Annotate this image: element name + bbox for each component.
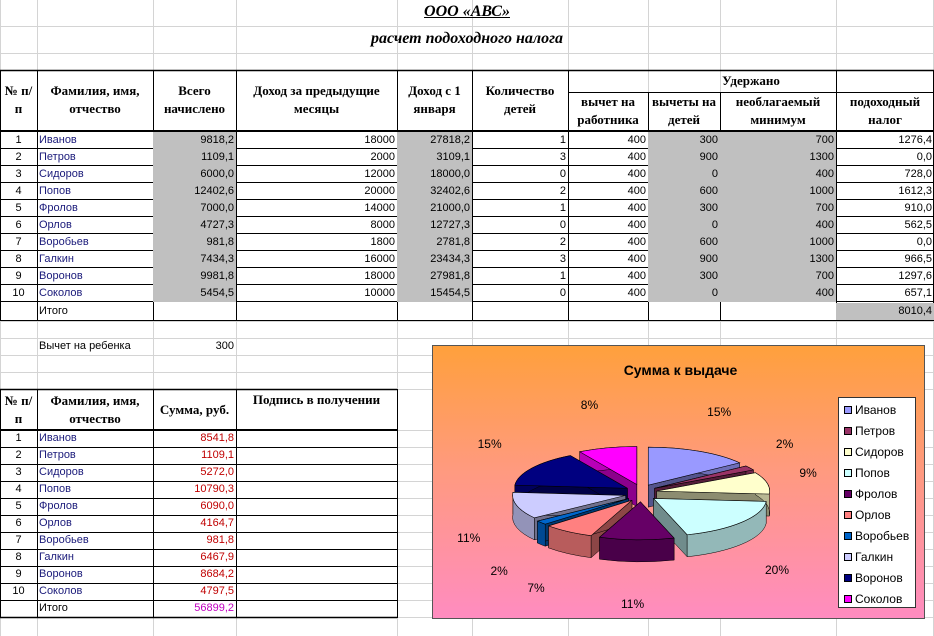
t1-cell-ytd[interactable]: 2781,8 xyxy=(397,234,472,251)
t1-cell-total[interactable]: 12402,6 xyxy=(153,183,236,200)
t2-cell-name[interactable]: Соколов xyxy=(39,585,83,597)
t1-header-kids: Количество детей xyxy=(485,83,555,116)
legend-item[interactable] xyxy=(844,484,897,504)
t1-cell-kidded[interactable]: 0 xyxy=(648,217,720,234)
t1-cell-ytd[interactable]: 3109,1 xyxy=(397,149,472,166)
pie-percent-label: 11% xyxy=(457,531,481,546)
t2-cell-sign[interactable] xyxy=(236,515,397,532)
chart-title: Сумма к выдаче xyxy=(623,362,738,378)
t1-cell-kids[interactable]: 2 xyxy=(559,236,566,248)
legend-item[interactable] xyxy=(844,547,893,567)
legend-label: Соколов xyxy=(855,592,903,606)
t1-cell-kids[interactable]: 0 xyxy=(559,219,566,231)
t2-cell-n[interactable]: 10 xyxy=(12,585,25,597)
t1-cell-prev[interactable]: 12000 xyxy=(364,168,395,180)
legend-swatch xyxy=(844,553,852,561)
t1-cell-ytd[interactable]: 23434,3 xyxy=(397,251,472,268)
t1-cell-total[interactable]: 9981,8 xyxy=(153,268,236,285)
t1-cell-ytd[interactable]: 18000,0 xyxy=(397,166,472,183)
legend-label: Воробьев xyxy=(855,529,910,543)
t1-cell-kids[interactable]: 2 xyxy=(559,185,566,197)
pie-percent-label: 11% xyxy=(620,596,645,611)
legend-label: Сидоров xyxy=(855,445,904,459)
t2-cell-sum[interactable]: 6090,0 xyxy=(200,500,234,512)
t1-cell-worker[interactable]: 400 xyxy=(627,134,646,146)
legend-swatch xyxy=(844,406,852,414)
t1-header-total: Всего начислено xyxy=(163,83,226,116)
sheet-subtitle: расчет подоходного налога xyxy=(370,30,564,47)
t2-cell-name[interactable]: Орлов xyxy=(39,517,72,529)
t2-cell-sign[interactable] xyxy=(236,447,397,464)
t1-header-nontax: необлагаемый минимум xyxy=(735,94,821,127)
t1-cell-n[interactable]: 8 xyxy=(15,253,22,265)
t1-cell-nontax[interactable]: 1000 xyxy=(720,183,836,200)
t1-cell-total[interactable]: 9818,2 xyxy=(153,132,236,149)
t1-cell-kids[interactable]: 1 xyxy=(559,134,566,146)
legend-item[interactable] xyxy=(844,526,909,546)
t1-cell-nontax[interactable]: 700 xyxy=(720,268,836,285)
t1-cell-name[interactable]: Фролов xyxy=(39,202,78,214)
t2-header-num: № п/п xyxy=(4,392,33,426)
legend-item[interactable] xyxy=(844,589,902,609)
t1-cell-kidded[interactable]: 0 xyxy=(648,285,720,302)
t1-cell-n[interactable]: 1 xyxy=(15,134,22,146)
legend-item[interactable] xyxy=(844,400,896,420)
t1-cell-kidded[interactable]: 600 xyxy=(648,234,720,251)
t2-cell-name[interactable]: Фролов xyxy=(39,500,78,512)
t2-cell-sum[interactable]: 6467,9 xyxy=(200,551,234,563)
t1-cell-tax[interactable]: 1276,4 xyxy=(898,134,932,146)
t1-cell-prev[interactable]: 16000 xyxy=(364,253,395,265)
pie-percent-label: 7% xyxy=(527,581,545,596)
t1-cell-name[interactable]: Сидоров xyxy=(39,168,84,180)
pie-percent-label: 15% xyxy=(477,437,502,452)
t1-cell-prev[interactable]: 10000 xyxy=(364,287,395,299)
pie-percent-label: 2% xyxy=(775,436,794,451)
t2-cell-sign[interactable] xyxy=(236,583,397,600)
t2-cell-sum[interactable]: 4164,7 xyxy=(200,517,234,529)
t1-header-withheld: Удержано xyxy=(722,73,780,88)
child-deduction-value[interactable]: 300 xyxy=(215,340,234,352)
legend-swatch xyxy=(844,469,852,477)
t1-cell-name[interactable]: Иванов xyxy=(39,134,77,146)
t1-cell-kidded[interactable]: 900 xyxy=(648,149,720,166)
t2-cell-sum[interactable]: 5272,0 xyxy=(200,466,234,478)
t1-cell-kidded[interactable]: 900 xyxy=(648,251,720,268)
t1-cell-nontax[interactable]: 1300 xyxy=(720,251,836,268)
company-title: ООО «АВС» xyxy=(424,3,510,20)
t2-cell-sum[interactable]: 4797,5 xyxy=(200,585,234,597)
pie-percent-label: 8% xyxy=(580,398,599,413)
t1-header-name: Фамилия, имя, отчество xyxy=(50,83,140,116)
t1-cell-tax[interactable]: 657,1 xyxy=(904,287,932,299)
t1-cell-tax[interactable]: 966,5 xyxy=(904,253,932,265)
t1-cell-prev[interactable]: 20000 xyxy=(364,185,395,197)
t2-total-label[interactable]: Итого xyxy=(39,602,68,614)
t1-cell-kids[interactable]: 1 xyxy=(559,270,566,282)
t1-cell-total[interactable]: 981,8 xyxy=(153,234,236,251)
legend-swatch xyxy=(844,490,852,498)
t1-cell-total[interactable]: 1109,1 xyxy=(153,149,236,166)
t1-cell-n[interactable]: 10 xyxy=(12,287,25,299)
t2-cell-n[interactable]: 6 xyxy=(15,517,22,529)
t2-cell-n[interactable]: 1 xyxy=(15,432,22,444)
t1-cell-tax[interactable]: 1612,3 xyxy=(898,185,932,197)
t1-cell-kidded[interactable]: 300 xyxy=(648,132,720,149)
t2-cell-name[interactable]: Воробьев xyxy=(39,534,89,546)
legend-item[interactable] xyxy=(844,463,890,483)
t1-cell-prev[interactable]: 2000 xyxy=(370,151,395,163)
t2-cell-sign[interactable] xyxy=(236,532,397,549)
pie-percent-label: 20% xyxy=(765,562,790,577)
t1-cell-n[interactable]: 3 xyxy=(15,168,22,180)
t1-cell-worker[interactable]: 400 xyxy=(627,270,646,282)
t1-cell-n[interactable]: 2 xyxy=(15,151,22,163)
t2-cell-name[interactable]: Иванов xyxy=(39,432,77,444)
t1-cell-ytd[interactable]: 12727,3 xyxy=(397,217,472,234)
t1-cell-ytd[interactable]: 32402,6 xyxy=(397,183,472,200)
t2-cell-name[interactable]: Петров xyxy=(39,449,76,461)
t1-cell-kids[interactable]: 0 xyxy=(559,168,566,180)
t1-cell-prev[interactable]: 18000 xyxy=(364,134,395,146)
t2-cell-sign[interactable] xyxy=(236,549,397,566)
t2-cell-n[interactable]: 5 xyxy=(15,500,22,512)
t2-cell-sum[interactable]: 981,8 xyxy=(206,534,234,546)
t1-header-kidded: вычеты на детей xyxy=(651,94,717,127)
chart-legend[interactable] xyxy=(838,397,916,608)
t1-cell-name[interactable]: Соколов xyxy=(39,287,83,299)
t2-cell-n[interactable]: 4 xyxy=(15,483,22,495)
legend-swatch xyxy=(844,448,852,456)
t1-cell-worker[interactable]: 400 xyxy=(627,253,646,265)
t1-total-label[interactable]: Итого xyxy=(39,305,68,317)
t2-cell-n[interactable]: 7 xyxy=(15,534,22,546)
t2-cell-name[interactable]: Сидоров xyxy=(39,466,84,478)
legend-swatch xyxy=(844,595,852,603)
legend-item[interactable] xyxy=(844,421,895,441)
t1-cell-tax[interactable]: 0,0 xyxy=(916,236,932,248)
t1-cell-nontax[interactable]: 400 xyxy=(720,285,836,302)
t2-cell-sign[interactable] xyxy=(236,498,397,515)
t2-cell-name[interactable]: Галкин xyxy=(39,551,74,563)
t1-cell-ytd[interactable]: 27981,8 xyxy=(397,268,472,285)
t2-cell-sign[interactable] xyxy=(236,481,397,498)
t1-cell-kidded[interactable]: 300 xyxy=(648,200,720,217)
t1-cell-name[interactable]: Петров xyxy=(39,151,76,163)
t2-cell-n[interactable]: 2 xyxy=(15,449,22,461)
t2-cell-sign[interactable] xyxy=(236,566,397,583)
legend-item[interactable] xyxy=(844,505,891,525)
t1-cell-total[interactable]: 6000,0 xyxy=(153,166,236,183)
t1-cell-nontax[interactable]: 1000 xyxy=(720,234,836,251)
legend-label: Орлов xyxy=(855,508,891,522)
pie-percent-label: 15% xyxy=(707,405,732,420)
t1-cell-worker[interactable]: 400 xyxy=(627,151,646,163)
legend-item[interactable] xyxy=(844,442,904,462)
t1-cell-worker[interactable]: 400 xyxy=(627,202,646,214)
legend-label: Петров xyxy=(855,424,896,438)
t1-cell-tax[interactable]: 910,0 xyxy=(904,202,932,214)
t1-header-prev: Доход за предыдущие месяцы xyxy=(253,83,380,116)
t1-cell-name[interactable]: Воронов xyxy=(39,270,83,282)
t1-cell-ytd[interactable]: 27818,2 xyxy=(397,132,472,149)
t1-cell-prev[interactable]: 1800 xyxy=(370,236,395,248)
t1-cell-tax[interactable]: 562,5 xyxy=(904,219,932,231)
t1-cell-kids[interactable]: 3 xyxy=(559,253,566,265)
t1-cell-worker[interactable]: 400 xyxy=(627,219,646,231)
legend-label: Галкин xyxy=(855,550,894,564)
t1-cell-kidded[interactable]: 0 xyxy=(648,166,720,183)
t1-cell-n[interactable]: 9 xyxy=(15,270,22,282)
t1-cell-kids[interactable]: 3 xyxy=(559,151,566,163)
t2-cell-sum[interactable]: 8541,8 xyxy=(200,432,234,444)
t1-cell-ytd[interactable]: 21000,0 xyxy=(397,200,472,217)
t1-cell-prev[interactable]: 18000 xyxy=(364,270,395,282)
legend-label: Фролов xyxy=(855,487,898,501)
t1-cell-tax[interactable]: 1297,6 xyxy=(898,270,932,282)
t1-cell-total[interactable]: 7000,0 xyxy=(153,200,236,217)
t1-cell-name[interactable]: Орлов xyxy=(39,219,72,231)
t1-cell-kidded[interactable]: 600 xyxy=(648,183,720,200)
t2-header-sum: Сумма, руб. xyxy=(159,401,230,417)
t2-cell-sign[interactable] xyxy=(236,464,397,481)
pie-percent-label: 2% xyxy=(490,563,508,578)
t1-header-num: № п/п xyxy=(4,83,33,116)
t1-total-tax[interactable]: 8010,4 xyxy=(836,303,934,320)
t1-cell-worker[interactable]: 400 xyxy=(627,185,646,197)
t1-cell-worker[interactable]: 400 xyxy=(627,287,646,299)
t1-header-tax: подоходный налог xyxy=(849,94,921,127)
t2-cell-name[interactable]: Воронов xyxy=(39,568,83,580)
t2-cell-name[interactable]: Попов xyxy=(39,483,71,495)
t2-total-sum[interactable]: 56899,2 xyxy=(194,602,234,614)
t1-cell-prev[interactable]: 8000 xyxy=(370,219,395,231)
t1-cell-worker[interactable]: 400 xyxy=(627,168,646,180)
t1-cell-nontax[interactable]: 400 xyxy=(720,217,836,234)
t1-cell-ytd[interactable]: 15454,5 xyxy=(397,285,472,302)
t2-cell-sum[interactable]: 1109,1 xyxy=(201,449,234,461)
t1-cell-nontax[interactable]: 700 xyxy=(720,200,836,217)
t1-cell-name[interactable]: Попов xyxy=(39,185,71,197)
t1-cell-worker[interactable]: 400 xyxy=(627,236,646,248)
t1-cell-total[interactable]: 4727,3 xyxy=(153,217,236,234)
t2-cell-sum[interactable]: 10790,3 xyxy=(194,483,234,495)
pie-percent-label: 9% xyxy=(799,465,817,480)
t1-cell-kids[interactable]: 0 xyxy=(559,287,566,299)
t1-cell-nontax[interactable]: 1300 xyxy=(720,149,836,166)
t2-cell-n[interactable]: 8 xyxy=(15,551,22,563)
t2-cell-n[interactable]: 9 xyxy=(15,568,22,580)
t2-cell-sum[interactable]: 8684,2 xyxy=(200,568,234,580)
legend-label: Попов xyxy=(855,466,890,480)
t1-cell-kidded[interactable]: 300 xyxy=(648,268,720,285)
t1-cell-prev[interactable]: 14000 xyxy=(364,202,395,214)
t2-header-sign: Подпись в получении xyxy=(252,392,381,407)
t2-cell-sign[interactable] xyxy=(236,430,397,447)
legend-item[interactable] xyxy=(844,568,903,588)
child-deduction-label[interactable]: Вычет на ребенка xyxy=(39,340,131,352)
legend-swatch xyxy=(844,574,852,582)
t1-header-ytd: Доход с 1 января xyxy=(408,83,461,116)
t1-cell-n[interactable]: 4 xyxy=(15,185,22,197)
t1-cell-tax[interactable]: 728,0 xyxy=(904,168,932,180)
t2-header-name: Фамилия, имя, отчество xyxy=(50,392,140,426)
t1-cell-total[interactable]: 7434,3 xyxy=(153,251,236,268)
legend-label: Воронов xyxy=(855,571,903,585)
t1-cell-n[interactable]: 7 xyxy=(15,236,22,248)
t1-cell-name[interactable]: Воробьев xyxy=(39,236,89,248)
t1-cell-nontax[interactable]: 400 xyxy=(720,166,836,183)
t1-cell-nontax[interactable]: 700 xyxy=(720,132,836,149)
t1-cell-n[interactable]: 5 xyxy=(15,202,22,214)
legend-swatch xyxy=(844,427,852,435)
t1-cell-tax[interactable]: 0,0 xyxy=(916,151,932,163)
legend-swatch xyxy=(844,532,852,540)
t1-cell-kids[interactable]: 1 xyxy=(559,202,566,214)
t1-header-worker: вычет на работника xyxy=(577,94,639,127)
t1-cell-name[interactable]: Галкин xyxy=(39,253,74,265)
legend-label: Иванов xyxy=(855,403,897,417)
t2-cell-n[interactable]: 3 xyxy=(15,466,22,478)
legend-swatch xyxy=(844,511,852,519)
t1-cell-total[interactable]: 5454,5 xyxy=(153,285,236,302)
t1-cell-n[interactable]: 6 xyxy=(15,219,22,231)
